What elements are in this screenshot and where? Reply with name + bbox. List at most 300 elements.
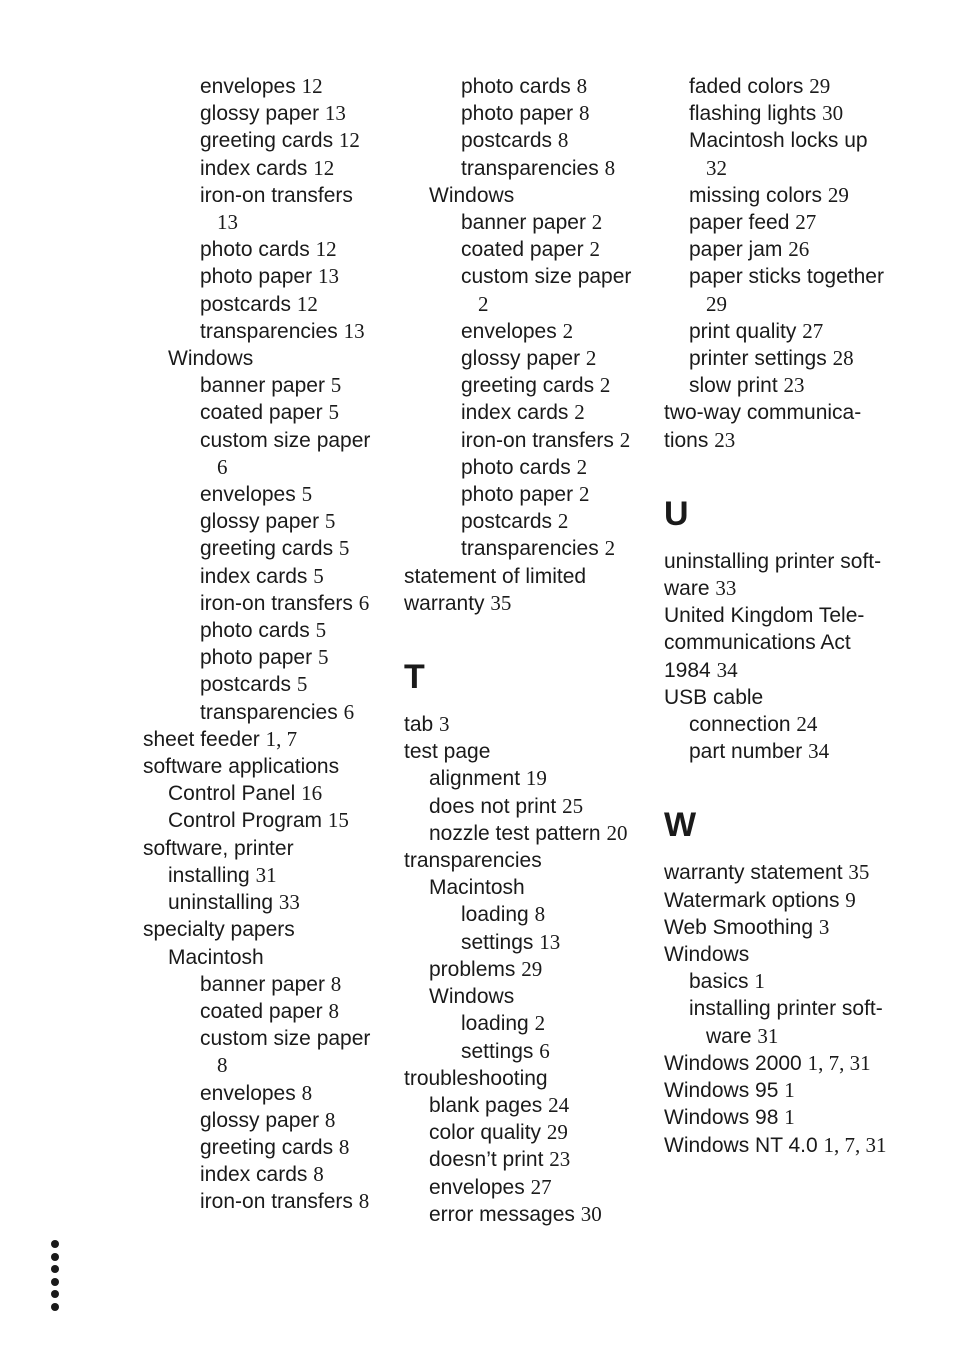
index-entry bbox=[664, 1050, 914, 1077]
page-reference: 32 bbox=[706, 155, 727, 180]
index-entry bbox=[404, 263, 649, 290]
index-term: index cards bbox=[461, 401, 575, 425]
index-term: envelopes bbox=[200, 75, 302, 98]
index-term: flashing lights bbox=[689, 102, 823, 126]
index-term: greeting cards bbox=[200, 537, 339, 561]
index-term: photo cards bbox=[200, 619, 316, 643]
index-term: coated paper bbox=[200, 999, 329, 1023]
index-term: index cards bbox=[200, 564, 314, 588]
section-letter: T bbox=[404, 658, 425, 697]
index-term: Windows bbox=[429, 183, 515, 207]
page-reference: 2 bbox=[599, 373, 611, 398]
index-term: iron-on transfers bbox=[200, 1190, 359, 1214]
page-reference: 2 bbox=[574, 400, 585, 425]
index-term: transparencies bbox=[200, 319, 344, 343]
section-letter: W bbox=[664, 806, 697, 845]
page-reference: 24 bbox=[548, 1092, 570, 1117]
page-reference: 25 bbox=[562, 793, 584, 818]
index-entry bbox=[664, 995, 914, 1022]
index-entry bbox=[143, 209, 388, 236]
page-reference: 1, 7, 31 bbox=[823, 1132, 887, 1157]
index-entry bbox=[143, 127, 388, 154]
index-entry bbox=[143, 318, 388, 345]
index-entry bbox=[404, 765, 649, 792]
index-entry bbox=[143, 182, 388, 209]
index-term: error messages bbox=[429, 1202, 581, 1226]
index-term: 1984 bbox=[664, 658, 717, 682]
index-term: banner paper bbox=[461, 211, 592, 235]
index-entry bbox=[404, 983, 649, 1010]
page-reference: 12 bbox=[313, 155, 335, 180]
index-entry bbox=[664, 711, 914, 738]
page-reference: 29 bbox=[706, 291, 727, 316]
index-entry bbox=[143, 263, 388, 290]
index-entry bbox=[404, 590, 649, 617]
page-reference: 8 bbox=[313, 1162, 324, 1187]
page-reference: 19 bbox=[525, 766, 547, 791]
index-term: greeting cards bbox=[200, 129, 339, 153]
index-term: test page bbox=[404, 740, 491, 764]
index-term: index cards bbox=[200, 1163, 314, 1187]
index-term: glossy paper bbox=[200, 102, 325, 126]
index-entry bbox=[404, 901, 649, 928]
index-term: Windows bbox=[168, 347, 254, 371]
index-term: uninstalling printer soft- bbox=[664, 549, 882, 573]
index-entry bbox=[143, 998, 388, 1025]
page-reference: 8 bbox=[301, 1080, 313, 1105]
page-reference: 30 bbox=[580, 1201, 602, 1226]
index-entry bbox=[143, 699, 388, 726]
page-reference: 8 bbox=[557, 128, 569, 153]
index-entry bbox=[664, 602, 914, 629]
index-entry bbox=[143, 780, 388, 807]
index-entry bbox=[664, 684, 914, 711]
index-term: banner paper bbox=[200, 374, 331, 398]
page-reference: 13 bbox=[343, 318, 365, 343]
index-term: alignment bbox=[429, 767, 526, 791]
index-term: photo cards bbox=[461, 75, 577, 98]
marker-dot bbox=[51, 1278, 59, 1286]
index-entry bbox=[143, 481, 388, 508]
page-reference: 8 bbox=[328, 998, 339, 1023]
page-reference: 34 bbox=[716, 657, 738, 682]
index-entry bbox=[664, 318, 914, 345]
index-entry bbox=[143, 1025, 388, 1052]
index-term: United Kingdom Tele- bbox=[664, 604, 865, 628]
index-entry bbox=[404, 874, 649, 901]
index-term: custom size paper bbox=[461, 265, 632, 289]
page-reference: 8 bbox=[604, 155, 616, 180]
index-entry bbox=[143, 427, 388, 454]
index-entry bbox=[404, 508, 649, 535]
index-term: envelopes bbox=[200, 1081, 302, 1105]
index-column-1 bbox=[143, 73, 388, 1216]
index-term: glossy paper bbox=[200, 510, 325, 534]
index-entry bbox=[404, 236, 649, 263]
index-entry bbox=[143, 726, 388, 753]
page-reference: 8 bbox=[324, 1107, 336, 1132]
index-entry bbox=[404, 399, 649, 426]
index-entry bbox=[664, 182, 914, 209]
index-entry bbox=[404, 209, 649, 236]
index-entry bbox=[143, 1188, 388, 1215]
index-entry bbox=[404, 1146, 649, 1173]
index-term: slow print bbox=[689, 374, 784, 398]
page-reference: 5 bbox=[296, 672, 308, 697]
page-reference: 5 bbox=[338, 536, 350, 561]
page-reference: 2 bbox=[591, 210, 603, 235]
index-entry bbox=[404, 318, 649, 345]
page-reference: 29 bbox=[809, 74, 831, 98]
index-term: coated paper bbox=[200, 401, 329, 425]
page-reference: 23 bbox=[714, 427, 736, 452]
index-term: loading bbox=[461, 1012, 535, 1036]
index-entry bbox=[143, 399, 388, 426]
index-term: transparencies bbox=[404, 849, 542, 873]
index-term: photo cards bbox=[200, 238, 316, 262]
index-term: two-way communica- bbox=[664, 401, 862, 425]
page-reference: 5 bbox=[315, 618, 327, 643]
index-term: coated paper bbox=[461, 238, 590, 262]
page-reference: 12 bbox=[315, 237, 337, 262]
page-reference: 8 bbox=[578, 101, 590, 126]
index-term: iron-on transfers bbox=[200, 183, 353, 207]
index-entry bbox=[664, 345, 914, 372]
index-term: uninstalling bbox=[168, 891, 279, 915]
index-entry bbox=[404, 563, 649, 590]
section-letter: U bbox=[664, 494, 689, 533]
index-term: loading bbox=[461, 903, 535, 927]
page-reference: 5 bbox=[324, 509, 336, 534]
index-term: color quality bbox=[429, 1121, 547, 1145]
index-entry bbox=[143, 971, 388, 998]
index-term: USB cable bbox=[664, 685, 764, 709]
page-reference: 15 bbox=[327, 808, 349, 833]
index-term: Windows 2000 bbox=[664, 1051, 808, 1075]
index-entry bbox=[143, 590, 388, 617]
page-reference: 2 bbox=[534, 1011, 546, 1036]
index-entry bbox=[664, 291, 914, 318]
index-entry bbox=[143, 916, 388, 943]
index-term: tions bbox=[664, 428, 715, 452]
page-reference: 5 bbox=[328, 400, 339, 425]
page-reference: 23 bbox=[549, 1147, 571, 1172]
page-reference: 1 bbox=[784, 1078, 795, 1103]
index-entry bbox=[404, 793, 649, 820]
index-term: photo paper bbox=[200, 646, 318, 670]
page-reference: 16 bbox=[301, 781, 323, 806]
index-entry bbox=[664, 1104, 914, 1131]
page-reference: 24 bbox=[796, 712, 818, 737]
index-term: warranty bbox=[404, 591, 491, 615]
index-entry bbox=[664, 968, 914, 995]
index-entry bbox=[664, 859, 914, 886]
index-term: paper jam bbox=[689, 238, 789, 262]
page-reference: 5 bbox=[330, 373, 342, 398]
index-term: photo cards bbox=[461, 455, 577, 479]
index-entry bbox=[143, 644, 388, 671]
index-term: Watermark options bbox=[664, 888, 846, 912]
page-reference: 2 bbox=[585, 346, 597, 371]
index-entry bbox=[404, 427, 649, 454]
index-term: Windows bbox=[429, 985, 515, 1009]
index-entry bbox=[664, 263, 914, 290]
page-reference: 1 bbox=[754, 969, 765, 994]
index-entry bbox=[404, 1010, 649, 1037]
index-term: missing colors bbox=[689, 183, 828, 207]
index-term: warranty statement bbox=[664, 861, 849, 885]
page-reference: 8 bbox=[217, 1053, 228, 1078]
index-entry bbox=[143, 236, 388, 263]
index-term: sheet feeder bbox=[143, 727, 266, 751]
page-reference: 12 bbox=[296, 291, 318, 316]
index-term: blank pages bbox=[429, 1093, 549, 1117]
index-term: print quality bbox=[689, 319, 803, 343]
page-reference: 8 bbox=[358, 1189, 370, 1214]
index-entry bbox=[664, 100, 914, 127]
page-reference: 6 bbox=[343, 699, 355, 724]
index-entry bbox=[404, 481, 649, 508]
page-reference: 29 bbox=[827, 182, 849, 207]
index-entry bbox=[404, 73, 649, 100]
page-reference: 8 bbox=[576, 74, 588, 98]
index-entry bbox=[143, 100, 388, 127]
page-reference: 2 bbox=[562, 318, 574, 343]
index-term: custom size paper bbox=[200, 1027, 371, 1051]
index-term: photo paper bbox=[461, 483, 579, 507]
page-reference: 5 bbox=[317, 645, 329, 670]
index-entry bbox=[664, 1132, 914, 1159]
page-reference: 31 bbox=[757, 1023, 779, 1048]
index-entry bbox=[143, 671, 388, 698]
index-entry bbox=[664, 1023, 914, 1050]
index-term: Windows 95 bbox=[664, 1079, 785, 1103]
page-reference: 29 bbox=[521, 956, 543, 981]
page-reference: 2 bbox=[619, 427, 631, 452]
marker-dot bbox=[51, 1303, 59, 1311]
page-reference: 2 bbox=[578, 482, 590, 507]
page-reference: 30 bbox=[822, 101, 844, 126]
index-term: paper sticks together bbox=[689, 265, 884, 289]
index-term: part number bbox=[689, 740, 809, 764]
page-reference: 13 bbox=[317, 264, 339, 289]
page-reference: 13 bbox=[217, 210, 238, 235]
index-term: glossy paper bbox=[200, 1108, 325, 1132]
index-term: glossy paper bbox=[461, 347, 586, 371]
index-entry bbox=[143, 807, 388, 834]
index-entry bbox=[143, 155, 388, 182]
page-reference: 28 bbox=[832, 346, 854, 371]
page-reference: 34 bbox=[808, 739, 830, 764]
index-entry bbox=[143, 508, 388, 535]
page-reference: 26 bbox=[788, 237, 810, 262]
index-term: postcards bbox=[461, 129, 558, 153]
index-entry bbox=[404, 1119, 649, 1146]
index-entry bbox=[664, 399, 914, 426]
index-entry bbox=[404, 535, 649, 562]
index-entry bbox=[664, 372, 914, 399]
index-term: ware bbox=[664, 577, 716, 601]
index-entry bbox=[143, 291, 388, 318]
index-entry bbox=[664, 236, 914, 263]
index-entry bbox=[143, 454, 388, 481]
index-term: does not print bbox=[429, 794, 563, 818]
index-term: Macintosh bbox=[429, 876, 525, 900]
index-entry bbox=[143, 1161, 388, 1188]
page-reference: 8 bbox=[534, 902, 546, 927]
marker-dot bbox=[51, 1265, 59, 1273]
page-reference: 27 bbox=[795, 210, 817, 235]
index-entry bbox=[143, 345, 388, 372]
page-reference: 29 bbox=[546, 1120, 568, 1145]
page-marker-dots bbox=[51, 1240, 63, 1315]
page-reference: 31 bbox=[255, 862, 277, 887]
page-reference: 27 bbox=[530, 1174, 552, 1199]
page-reference: 20 bbox=[606, 820, 628, 845]
index-entry bbox=[664, 914, 914, 941]
index-term: ware bbox=[706, 1024, 758, 1048]
index-entry bbox=[143, 753, 388, 780]
index-entry bbox=[143, 73, 388, 100]
index-entry bbox=[404, 847, 649, 874]
index-term: printer settings bbox=[689, 347, 833, 371]
index-entry bbox=[404, 1038, 649, 1065]
index-term: settings bbox=[461, 1039, 540, 1063]
index-term: transparencies bbox=[461, 537, 605, 561]
page-reference: 35 bbox=[848, 860, 870, 885]
index-entry bbox=[404, 1174, 649, 1201]
page-reference: 13 bbox=[324, 101, 346, 126]
page-reference: 2 bbox=[576, 454, 588, 479]
index-entry bbox=[143, 535, 388, 562]
page-reference: 5 bbox=[313, 563, 324, 588]
index-entry bbox=[404, 127, 649, 154]
index-term: Macintosh bbox=[168, 945, 264, 969]
index-term: index cards bbox=[200, 156, 314, 180]
page-reference: 35 bbox=[490, 590, 512, 615]
page-reference: 6 bbox=[539, 1038, 550, 1063]
index-term: connection bbox=[689, 713, 797, 737]
index-entry bbox=[404, 345, 649, 372]
index-term: Macintosh locks up bbox=[689, 129, 868, 153]
index-entry bbox=[664, 73, 914, 100]
index-entry bbox=[143, 563, 388, 590]
index-term: envelopes bbox=[429, 1175, 531, 1199]
index-term: installing bbox=[168, 863, 256, 887]
index-term: transparencies bbox=[200, 700, 344, 724]
index-term: specialty papers bbox=[143, 918, 295, 942]
index-term: Control Program bbox=[168, 809, 328, 833]
page-reference: 8 bbox=[330, 971, 342, 996]
index-term: greeting cards bbox=[200, 1135, 339, 1159]
index-entry bbox=[664, 575, 914, 602]
marker-dot bbox=[51, 1290, 59, 1298]
index-entry bbox=[664, 427, 914, 454]
index-entry bbox=[143, 372, 388, 399]
index-term: problems bbox=[429, 957, 522, 981]
index-term: Windows 98 bbox=[664, 1106, 785, 1130]
index-entry bbox=[404, 291, 649, 318]
index-entry bbox=[143, 862, 388, 889]
page-reference: 33 bbox=[715, 576, 737, 601]
index-term: iron-on transfers bbox=[461, 428, 620, 452]
page-reference: 1, 7, 31 bbox=[807, 1050, 871, 1075]
index-entry bbox=[404, 454, 649, 481]
index-term: Web Smoothing bbox=[664, 915, 819, 939]
index-term: installing printer soft- bbox=[689, 997, 883, 1021]
page-reference: 6 bbox=[217, 454, 228, 479]
index-entry bbox=[143, 617, 388, 644]
index-term: doesn’t print bbox=[429, 1148, 550, 1172]
index-entry bbox=[143, 944, 388, 971]
index-term: banner paper bbox=[200, 972, 331, 996]
index-entry bbox=[404, 820, 649, 847]
page-reference: 1, 7 bbox=[265, 726, 298, 751]
index-column-2 bbox=[404, 73, 649, 1228]
page-reference: 3 bbox=[439, 712, 450, 737]
index-entry bbox=[404, 956, 649, 983]
page-reference: 27 bbox=[802, 318, 824, 343]
index-entry bbox=[664, 127, 914, 154]
index-entry bbox=[664, 629, 914, 656]
index-term: software, printer bbox=[143, 836, 294, 860]
page-reference: 1 bbox=[784, 1105, 795, 1130]
index-entry bbox=[143, 1080, 388, 1107]
page-reference: 6 bbox=[358, 590, 370, 615]
index-entry bbox=[664, 887, 914, 914]
page-reference: 12 bbox=[338, 128, 360, 153]
index-entry bbox=[143, 1134, 388, 1161]
page-reference: 2 bbox=[589, 237, 600, 262]
index-term: Windows NT 4.0 bbox=[664, 1133, 824, 1157]
index-term: statement of limited bbox=[404, 564, 587, 588]
marker-dot bbox=[51, 1253, 59, 1261]
index-entry bbox=[664, 657, 914, 684]
index-term: communications Act bbox=[664, 631, 851, 655]
page-reference: 3 bbox=[818, 914, 830, 939]
marker-dot bbox=[51, 1240, 59, 1248]
index-entry bbox=[404, 100, 649, 127]
index-term: iron-on transfers bbox=[200, 591, 359, 615]
index-entry bbox=[404, 1201, 649, 1228]
index-entry bbox=[664, 155, 914, 182]
page-reference: 5 bbox=[301, 482, 313, 507]
index-term: settings bbox=[461, 930, 540, 954]
index-entry bbox=[404, 372, 649, 399]
index-column-3 bbox=[664, 73, 914, 1159]
page-reference: 33 bbox=[278, 890, 300, 915]
index-entry bbox=[404, 1092, 649, 1119]
index-entry bbox=[664, 548, 914, 575]
page-reference: 2 bbox=[478, 291, 489, 316]
index-entry bbox=[404, 929, 649, 956]
index-term: greeting cards bbox=[461, 374, 600, 398]
index-term: troubleshooting bbox=[404, 1066, 548, 1090]
index-term: paper feed bbox=[689, 211, 796, 235]
index-term: custom size paper bbox=[200, 428, 371, 452]
index-term: envelopes bbox=[200, 483, 302, 507]
index-term: tab bbox=[404, 713, 440, 737]
index-entry bbox=[143, 889, 388, 916]
page-reference: 12 bbox=[301, 74, 323, 98]
page-reference: 2 bbox=[557, 509, 569, 534]
index-entry bbox=[404, 155, 649, 182]
index-entry bbox=[664, 209, 914, 236]
index-term: envelopes bbox=[461, 319, 563, 343]
index-term: postcards bbox=[200, 292, 297, 316]
index-term: basics bbox=[689, 970, 755, 994]
index-term: transparencies bbox=[461, 156, 605, 180]
